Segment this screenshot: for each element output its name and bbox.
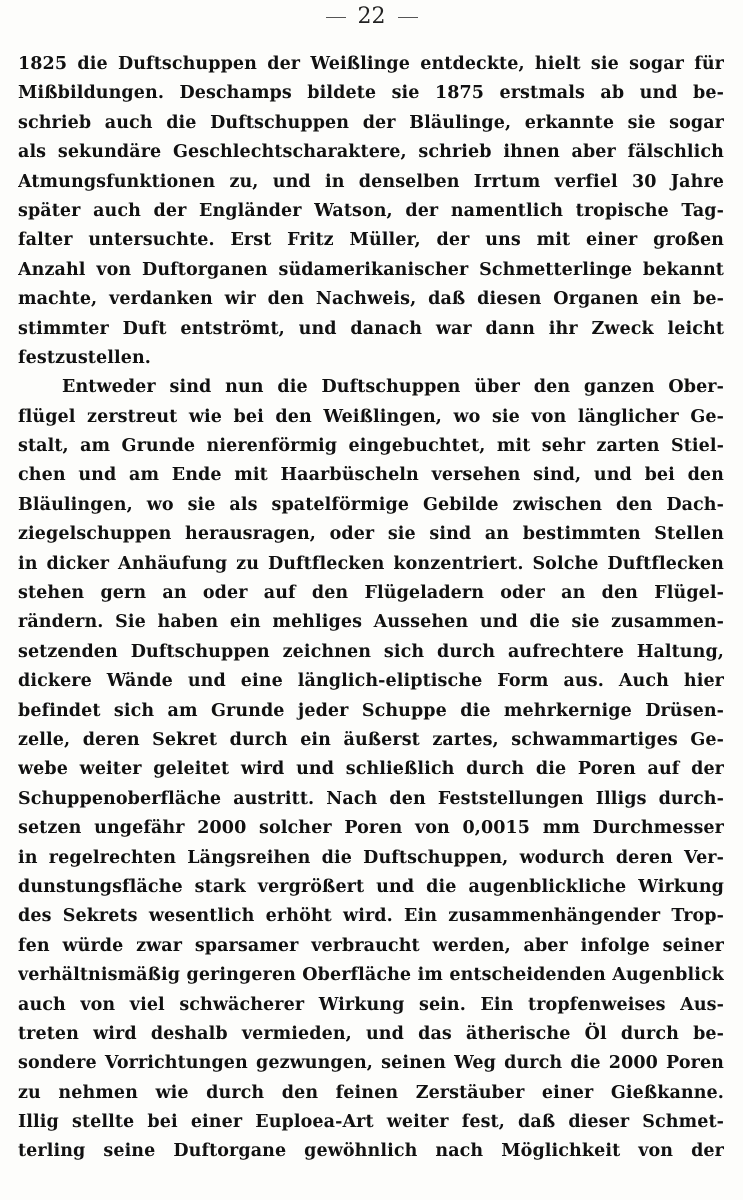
text-line: befindet sich am Grunde jeder Schuppe die mehrkernige Drüsen- [18, 700, 724, 721]
text-line: setzen ungefähr 2000 solcher Poren von 0,0015 mm Durchmesser [18, 818, 724, 839]
text-line: zelle, deren Sekret durch ein äußerst zartes, schwammartiges Ge- [18, 729, 724, 750]
text-line: zu nehmen wie durch den feinen Zerstäuber einer Gießkanne. [18, 1082, 724, 1103]
text-line: dickere Wände und eine länglich-eliptische Form aus. Auch hier [18, 671, 724, 692]
text-line: in regelrechten Längsreihen die Duftschuppen, wodurch deren Ver- [18, 847, 724, 868]
text-line: Mißbildungen. Deschamps bildete sie 1875 erstmals ab und be- [18, 83, 724, 104]
text-line: in dicker Anhäufung zu Duftflecken konzentriert. Solche Duftflecken [18, 553, 724, 574]
text-line: setzenden Duftschuppen zeichnen sich durch aufrechtere Haltung, [18, 641, 724, 662]
text-line: Schuppenoberfläche austritt. Nach den Feststellungen Illigs durch- [18, 788, 724, 809]
text-line: stimmter Duft entströmt, und danach war dann ihr Zweck leicht [18, 318, 724, 339]
text-line: Anzahl von Duftorganen südamerikanischer Schmetterlinge bekannt [18, 259, 724, 280]
text-line: Bläulingen, wo sie als spatelförmige Gebilde zwischen den Dach- [18, 494, 724, 515]
text-line: stehen gern an oder auf den Flügeladern oder an den Flügel- [18, 583, 724, 604]
text-line: treten wird deshalb vermieden, und das ätherische Öl durch be- [18, 1023, 724, 1044]
text-line: später auch der Engländer Watson, der namentlich tropische Tag- [18, 200, 724, 221]
text-line: des Sekrets wesentlich erhöht wird. Ein zusammenhängender Trop- [18, 906, 724, 927]
page-number: 22 [357, 4, 386, 29]
text-line: machte, verdanken wir den Nachweis, daß diesen Organen ein be- [18, 289, 724, 310]
text-line: chen und am Ende mit Haarbüscheln versehen sind, und bei den [18, 465, 724, 486]
text-line: stalt, am Grunde nierenförmig eingebuchtet, mit sehr zarten Stiel- [18, 436, 724, 457]
text-line: ziegelschuppen herausragen, oder sie sind an bestimmten Stellen [18, 524, 724, 545]
text-line: webe weiter geleitet wird und schließlich durch die Poren auf der [18, 759, 724, 780]
text-line: Illig stellte bei einer Euploea-Art weiter fest, daß dieser Schmet- [18, 1112, 724, 1133]
header-dash-left [326, 17, 346, 18]
header-dash-right [398, 17, 418, 18]
text-line: Entweder sind nun die Duftschuppen über den ganzen Ober- [62, 377, 724, 398]
text-line: flügel zerstreut wie bei den Weißlingen, wo sie von länglicher Ge- [18, 406, 724, 427]
text-line: als sekundäre Geschlechtscharaktere, schrieb ihnen aber fälschlich [18, 142, 724, 163]
text-line: festzustellen. [18, 347, 151, 368]
paragraph-1 [18, 50, 724, 373]
body-text [18, 50, 724, 1167]
text-line: dunstungsfläche stark vergrößert und die augenblickliche Wirkung [18, 876, 724, 897]
text-line: 1825 die Duftschuppen der Weißlinge entdeckte, hielt sie sogar für [18, 54, 724, 74]
text-line: terling seine Duftorgane gewöhnlich nach Möglichkeit von der [18, 1141, 724, 1162]
text-line: rändern. Sie haben ein mehliges Aussehen und die sie zusammen- [18, 612, 724, 633]
text-line: falter untersuchte. Erst Fritz Müller, der uns mit einer großen [18, 230, 724, 251]
text-line: fen würde zwar sparsamer verbraucht werden, aber infolge seiner [18, 935, 724, 956]
text-line: schrieb auch die Duftschuppen der Bläulinge, erkannte sie sogar [18, 112, 724, 133]
page-header [0, 0, 743, 40]
text-line: verhältnismäßig geringeren Oberfläche im entscheidenden Augenblick [18, 965, 724, 986]
text-line: sondere Vorrichtungen gezwungen, seinen Weg durch die 2000 Poren [18, 1053, 724, 1074]
text-line: Atmungsfunktionen zu, und in denselben Irrtum verfiel 30 Jahre [18, 171, 724, 192]
text-line: auch von viel schwächerer Wirkung sein. Ein tropfenweises Aus- [18, 994, 724, 1015]
paragraph-2 [18, 373, 724, 1167]
